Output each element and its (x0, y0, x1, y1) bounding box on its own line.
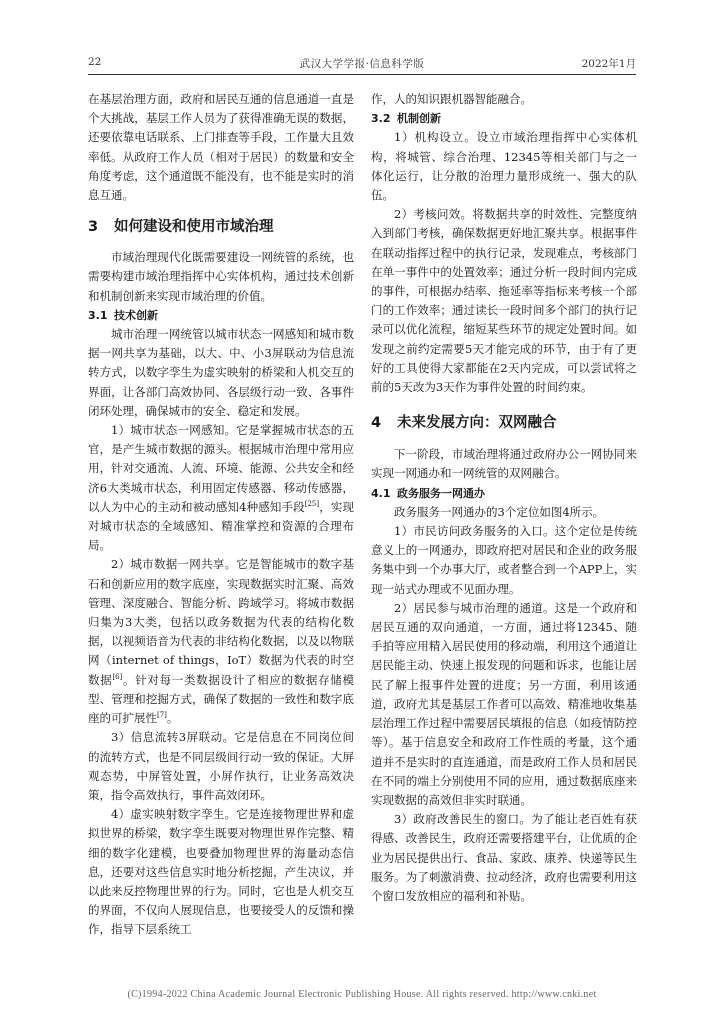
section-3-intro: 市域治理现代化既需要建设一网统管的系统，也需要构建市域治理指挥中心实体机构，通过技术创新和机制创新来实现市域治理的价值。 (88, 250, 354, 303)
paragraph-text: 1）城市状态一网感知。它是掌握城市状态的五官，是产生城市数据的源头。根据城市治理中常用应用，针对交通流、人流、环境、能源、公共安全和经济6大类城市状态，利用固定传感器、移动传感器，以人为中心的主动和被动感知4种感知手段 (88, 423, 354, 514)
subsection-4-1-heading (371, 484, 637, 503)
section-3-heading (88, 217, 354, 237)
citation-ref[interactable]: [25] (304, 500, 320, 509)
subsection-4-1-title: 政务服务一网通办 (397, 486, 485, 500)
section-3-number: 3 (88, 219, 99, 236)
subsection-3-1-title: 技术创新 (114, 308, 158, 322)
section-4-title: 未来发展方向：双网融合 (397, 415, 557, 432)
paragraph-livelihood-window: 3）政府改善民生的窗口。为了能让老百姓有获得感、改善民生，政府还需要搭建平台，让优质的企业为居民提供出行、食品、家政、康养、快递等民生服务。为了刺激消费、拉动经济，政府也需要利用这个窗口发放相应的福利和补贴。 (371, 812, 637, 903)
subsection-3-2-number: 3.2 (371, 112, 391, 126)
paragraph-digital-twin: 4）虚实映射数字孪生。它是连接物理世界和虚拟世界的桥梁，数字孪生既要对物理世界作完整、精细的数字化建模，也要叠加物理世界的海量动态信息，还要对这些信息实时地分析挖掘，产生决议，并以此来反控物理世界的行为。同时，它也是人机交互的界面，不仅向人展现信息，也要接受人的反馈和操作，指导下层系统工 (88, 807, 354, 937)
subsection-3-1-number: 3.1 (88, 308, 108, 322)
running-header (88, 56, 636, 72)
section-4-heading (371, 413, 637, 433)
paragraph-text: ，实现对城市状态的全域感知、精准掌控和资源的合理布局。 (88, 499, 354, 553)
continued-paragraph: 作，人的知识跟机器智能融合。 (371, 92, 532, 106)
subsection-4-1-number: 4.1 (371, 486, 391, 500)
copyright-footer: (C)1994-2022 China Academic Journal Electronic Publishing House. All rights reserved. http://www.cnki.net (127, 989, 597, 1000)
paragraph-three-screen-linkage: 3）信息流转3屏联动。它是信息在不同岗位间的流转方式，也是不同层级间行动一致的保证。大屏观态势，中屏管处置，小屏作执行，让业务高效决策，指令高效执行，事件高效闭环。 (88, 730, 354, 802)
section-4-intro: 下一阶段，市域治理将通过政府办公一网协同来实现一网通办和一网统管的双网融合。 (371, 447, 637, 481)
journal-name: 武汉大学学报·信息科学版 (299, 58, 425, 70)
paragraph-text: 。 (166, 711, 179, 726)
paragraph-text: 2）城市数据一网共享。它是智能城市的数字基石和创新应用的数字底座，实现数据实时汇聚、高效管理、深度融合、智能分析、跨域学习。将城市数据归集为3大类，包括以政务数据为代表的结构化数据，以视频语音为代表的非结构化数据，以及以物联网（internet of things，IoT）数据为代表的时空数据 (88, 557, 354, 687)
paragraph-resident-channel: 2）居民参与城市治理的通道。这是一个政府和居民互通的双向通道，一方面，通过将12345、随手拍等应用精入居民使用的移动端，利用这个通道让居民能主动、快速上报发现的问题和诉求，也能让居民了解上报事件处置的进度；另一方面，利用该通道，政府尤其是基层工作者可以高效、精准地收集基层治理工作过程中需要居民填报的信息（如疫情防控等）。基于信息安全和政府工作性质的考量，这个通道并不是实时的直连通道，而是政府工作人员和居民在不同的端上分别使用不同的应用，通过数据底座来实现数据的高效但非实时联通。 (371, 600, 637, 807)
paragraph-text: 。针对每一类数据设计了相应的数据存储模型、管理和挖掘方式，确保了数据的一致性和数字底座的可扩展性 (88, 672, 354, 726)
section-3-title: 如何建设和使用市域治理 (114, 219, 274, 236)
header-rule (88, 74, 636, 75)
citation-ref[interactable]: [7] (157, 711, 167, 720)
paragraph-city-data-sharing (88, 555, 354, 728)
paragraph-city-state-sensing (88, 421, 354, 555)
paragraph-citizen-entry: 1）市民访问政务服务的入口。这个定位是传统意义上的一网通办，即政府把对居民和企业的政务服务集中到一个办事大厅，或者整合到一个APP上，实现一站式办理或不见面办理。 (371, 524, 637, 596)
citation-ref[interactable]: [6] (112, 672, 123, 681)
subsection-3-1-heading (88, 306, 354, 325)
left-column (88, 90, 354, 940)
right-column (371, 90, 637, 906)
paragraph-3-1-intro: 城市治理一网统管以城市状态一网感知和城市数据一网共享为基础，以大、中、小3屏联动为信息流转方式，以数字孪生为虚实映射的桥梁和人机交互的界面，让各部门高效协同、各层级行动一致、各事件闭环处理，确保城市的安全、稳定和发展。 (88, 327, 354, 418)
issue-date: 2022年1月 (581, 58, 636, 70)
paragraph-4-1-intro: 政务服务一网通办的3个定位如图4所示。 (394, 504, 605, 519)
paragraph-assessment: 2）考核问效。将数据共享的时效性、完整度纳入到部门考核，确保数据更好地汇聚共享。根据事件在联动指挥过程中的执行记录，发现难点，考核部门在单一事件中的处置效率；通过分析一段时间内完成的事件，可根据办结率、拖延率等指标来考核一个部门的工作效率；通过读长一段时间多个部门的执行记录可以优化流程，缩短某些环节的规定处置时间。如发现之前约定需要5天才能完成的环节，由于有了更好的工具使得大家都能在2天内完成，可以尝试将之前的5天改为3天作为事件处置的时间约束。 (371, 207, 637, 395)
paragraph-institution-setup: 1）机构设立。设立市域治理指挥中心实体机构，将城管、综合治理、12345等相关部门与之一体化运行，让分散的治理力量形成统一、强大的队伍。 (371, 130, 637, 203)
subsection-3-2-title: 机制创新 (397, 112, 441, 126)
section-4-number: 4 (371, 415, 382, 432)
page-number: 22 (88, 56, 102, 68)
continued-paragraph: 在基层治理方面，政府和居民互通的信息通道一直是个大挑战，基层工作人员为了获得准确无误的数据，还要依靠电话联系、上门排查等手段，工作量大且效率低。从政府工作人员（相对于居民）的数量和安全角度考虑，这个通道既不能没有，也不能是实时的消息互通。 (88, 92, 354, 203)
subsection-3-2-heading (371, 109, 637, 128)
